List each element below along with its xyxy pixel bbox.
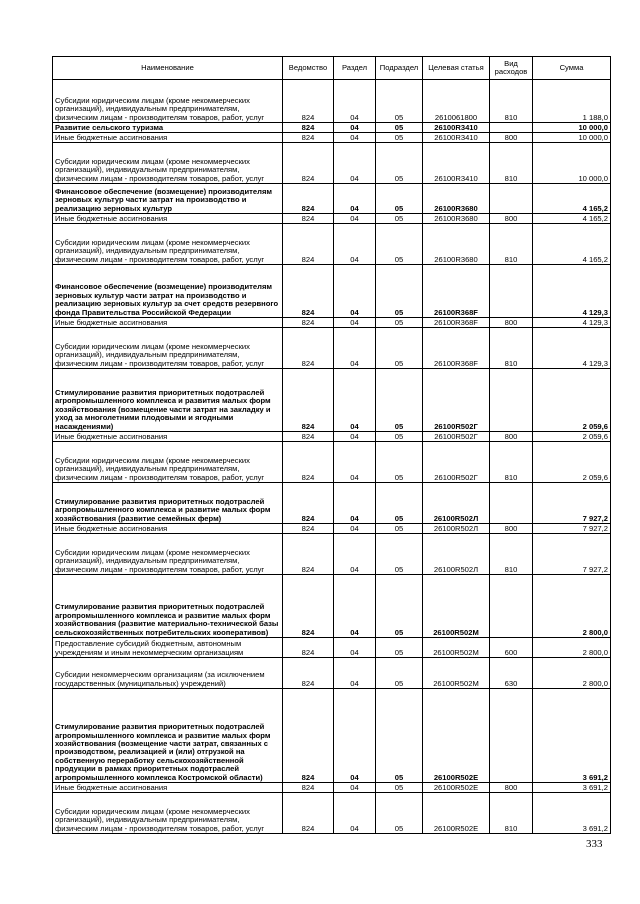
cell-summa: 2 059,6 <box>533 442 611 483</box>
page-number: 333 <box>586 838 603 850</box>
cell-summa: 3 691,2 <box>533 793 611 834</box>
table-header-row <box>53 57 611 80</box>
cell-podrazdel: 05 <box>376 224 423 265</box>
header-name: Наименование <box>53 57 283 80</box>
cell-razdel: 04 <box>334 432 376 442</box>
cell-summa: 2 059,6 <box>533 369 611 432</box>
cell-razdel: 04 <box>334 328 376 369</box>
cell-celevaya-statya: 26100R368F <box>423 328 490 369</box>
cell-celevaya-statya: 26100R502Г <box>423 432 490 442</box>
cell-razdel: 04 <box>334 534 376 575</box>
cell-name: Иные бюджетные ассигнования <box>53 783 283 793</box>
table-row <box>53 123 611 133</box>
cell-celevaya-statya: 26100R368F <box>423 318 490 328</box>
cell-vid-rashodov <box>490 369 533 432</box>
table-row <box>53 689 611 783</box>
cell-celevaya-statya: 26100R502Е <box>423 793 490 834</box>
cell-name: Стимулирование развития приоритетных подотраслей агропромышленного комплекса и развития малых форм хозяйствования (возмещение части затрат на закладку и уход за многолетними плодовыми и ягодными насаждениями) <box>53 369 283 432</box>
cell-vid-rashodov: 810 <box>490 224 533 265</box>
cell-celevaya-statya: 26100R3680 <box>423 224 490 265</box>
cell-podrazdel: 05 <box>376 783 423 793</box>
cell-razdel: 04 <box>334 442 376 483</box>
cell-vid-rashodov: 800 <box>490 318 533 328</box>
cell-celevaya-statya: 26100R502М <box>423 638 490 658</box>
cell-summa: 4 129,3 <box>533 265 611 318</box>
cell-celevaya-statya: 26100R368F <box>423 265 490 318</box>
cell-vedomstvo: 824 <box>283 534 334 575</box>
header-razdel: Раздел <box>334 57 376 80</box>
cell-podrazdel: 05 <box>376 689 423 783</box>
table-row <box>53 328 611 369</box>
cell-razdel: 04 <box>334 184 376 214</box>
table-row <box>53 534 611 575</box>
cell-celevaya-statya: 26100R502М <box>423 575 490 638</box>
cell-podrazdel: 05 <box>376 123 423 133</box>
cell-summa: 2 059,6 <box>533 432 611 442</box>
cell-celevaya-statya: 26100R3680 <box>423 184 490 214</box>
cell-name: Субсидии юридическим лицам (кроме некоммерческих организаций), индивидуальным предпринимателям, физическим лицам - производителям товаров, работ, услуг <box>53 442 283 483</box>
cell-summa: 7 927,2 <box>533 483 611 524</box>
cell-vid-rashodov: 800 <box>490 432 533 442</box>
cell-podrazdel: 05 <box>376 432 423 442</box>
cell-vid-rashodov <box>490 689 533 783</box>
header-celevaya-statya: Целевая статья <box>423 57 490 80</box>
cell-summa: 2 800,0 <box>533 658 611 689</box>
cell-vid-rashodov: 800 <box>490 133 533 143</box>
cell-name: Субсидии юридическим лицам (кроме некоммерческих организаций), индивидуальным предпринимателям, физическим лицам - производителям товаров, работ, услуг <box>53 328 283 369</box>
cell-summa: 10 000,0 <box>533 123 611 133</box>
cell-summa: 2 800,0 <box>533 575 611 638</box>
cell-vid-rashodov: 810 <box>490 442 533 483</box>
cell-summa: 7 927,2 <box>533 534 611 575</box>
table-body <box>53 80 611 834</box>
cell-celevaya-statya: 26100R3410 <box>423 123 490 133</box>
cell-razdel: 04 <box>334 265 376 318</box>
cell-razdel: 04 <box>334 369 376 432</box>
cell-name: Финансовое обеспечение (возмещение) производителям зерновых культур части затрат на производство и реализацию зерновых культур <box>53 184 283 214</box>
cell-summa: 4 129,3 <box>533 318 611 328</box>
cell-summa: 4 165,2 <box>533 184 611 214</box>
cell-vedomstvo: 824 <box>283 80 334 123</box>
table-row <box>53 793 611 834</box>
table-row <box>53 143 611 184</box>
cell-vid-rashodov: 810 <box>490 534 533 575</box>
cell-podrazdel: 05 <box>376 524 423 534</box>
table-row <box>53 783 611 793</box>
cell-vedomstvo: 824 <box>283 143 334 184</box>
header-vid-rashodov: Вид расходов <box>490 57 533 80</box>
cell-name: Развитие сельского туризма <box>53 123 283 133</box>
table-row <box>53 432 611 442</box>
cell-name: Иные бюджетные ассигнования <box>53 524 283 534</box>
cell-razdel: 04 <box>334 483 376 524</box>
cell-celevaya-statya: 26100R502Г <box>423 442 490 483</box>
table-row <box>53 80 611 123</box>
table-row <box>53 483 611 524</box>
table-row <box>53 133 611 143</box>
table-row <box>53 224 611 265</box>
cell-podrazdel: 05 <box>376 80 423 123</box>
cell-vedomstvo: 824 <box>283 689 334 783</box>
cell-podrazdel: 05 <box>376 214 423 224</box>
cell-vedomstvo: 824 <box>283 658 334 689</box>
cell-vedomstvo: 824 <box>283 369 334 432</box>
cell-name: Субсидии юридическим лицам (кроме некоммерческих организаций), индивидуальным предпринимателям, физическим лицам - производителям товаров, работ, услуг <box>53 80 283 123</box>
cell-vedomstvo: 824 <box>283 793 334 834</box>
cell-podrazdel: 05 <box>376 265 423 318</box>
cell-name: Предоставление субсидий бюджетным, автономным учреждениям и иным некоммерческим организациям <box>53 638 283 658</box>
cell-podrazdel: 05 <box>376 369 423 432</box>
cell-razdel: 04 <box>334 224 376 265</box>
cell-summa: 7 927,2 <box>533 524 611 534</box>
header-summa: Сумма <box>533 57 611 80</box>
cell-vid-rashodov: 600 <box>490 638 533 658</box>
cell-vid-rashodov: 800 <box>490 524 533 534</box>
cell-razdel: 04 <box>334 793 376 834</box>
cell-celevaya-statya: 26100R502Л <box>423 534 490 575</box>
cell-razdel: 04 <box>334 783 376 793</box>
cell-summa: 3 691,2 <box>533 689 611 783</box>
cell-vedomstvo: 824 <box>283 133 334 143</box>
cell-vedomstvo: 824 <box>283 265 334 318</box>
table-row <box>53 442 611 483</box>
cell-razdel: 04 <box>334 524 376 534</box>
cell-summa: 4 165,2 <box>533 214 611 224</box>
cell-podrazdel: 05 <box>376 575 423 638</box>
cell-razdel: 04 <box>334 689 376 783</box>
cell-celevaya-statya: 26100R502Е <box>423 689 490 783</box>
cell-summa: 3 691,2 <box>533 783 611 793</box>
header-podrazdel: Подраздел <box>376 57 423 80</box>
table-row <box>53 214 611 224</box>
cell-razdel: 04 <box>334 658 376 689</box>
cell-podrazdel: 05 <box>376 638 423 658</box>
cell-razdel: 04 <box>334 143 376 184</box>
table-row <box>53 575 611 638</box>
cell-summa: 10 000,0 <box>533 143 611 184</box>
cell-celevaya-statya: 26100R3410 <box>423 133 490 143</box>
cell-name: Иные бюджетные ассигнования <box>53 432 283 442</box>
cell-podrazdel: 05 <box>376 133 423 143</box>
cell-podrazdel: 05 <box>376 483 423 524</box>
cell-razdel: 04 <box>334 133 376 143</box>
cell-podrazdel: 05 <box>376 658 423 689</box>
cell-vid-rashodov <box>490 483 533 524</box>
cell-summa: 1 188,0 <box>533 80 611 123</box>
cell-vedomstvo: 824 <box>283 783 334 793</box>
cell-razdel: 04 <box>334 638 376 658</box>
header-vedomstvo: Ведомство <box>283 57 334 80</box>
cell-podrazdel: 05 <box>376 442 423 483</box>
cell-razdel: 04 <box>334 80 376 123</box>
cell-vid-rashodov <box>490 575 533 638</box>
cell-name: Иные бюджетные ассигнования <box>53 318 283 328</box>
budget-table <box>52 56 611 834</box>
cell-razdel: 04 <box>334 575 376 638</box>
cell-name: Субсидии юридическим лицам (кроме некоммерческих организаций), индивидуальным предпринимателям, физическим лицам - производителям товаров, работ, услуг <box>53 534 283 575</box>
cell-razdel: 04 <box>334 318 376 328</box>
cell-vid-rashodov: 810 <box>490 793 533 834</box>
cell-vedomstvo: 824 <box>283 328 334 369</box>
cell-vid-rashodov: 810 <box>490 328 533 369</box>
cell-name: Стимулирование развития приоритетных подотраслей агропромышленного комплекса и развитие малых форм хозяйствования (развитие материально-технической базы сельскохозяйственных потребительских кооперативов) <box>53 575 283 638</box>
table-row <box>53 658 611 689</box>
cell-vid-rashodov: 810 <box>490 80 533 123</box>
cell-vedomstvo: 824 <box>283 214 334 224</box>
cell-podrazdel: 05 <box>376 318 423 328</box>
table-row <box>53 369 611 432</box>
cell-name: Субсидии юридическим лицам (кроме некоммерческих организаций), индивидуальным предпринимателям, физическим лицам - производителям товаров, работ, услуг <box>53 143 283 184</box>
cell-vedomstvo: 824 <box>283 432 334 442</box>
cell-vedomstvo: 824 <box>283 483 334 524</box>
cell-summa: 10 000,0 <box>533 133 611 143</box>
cell-razdel: 04 <box>334 123 376 133</box>
cell-vid-rashodov: 800 <box>490 214 533 224</box>
cell-name: Субсидии юридическим лицам (кроме некоммерческих организаций), индивидуальным предпринимателям, физическим лицам - производителям товаров, работ, услуг <box>53 793 283 834</box>
cell-name: Субсидии юридическим лицам (кроме некоммерческих организаций), индивидуальным предпринимателям, физическим лицам - производителям товаров, работ, услуг <box>53 224 283 265</box>
cell-celevaya-statya: 26100R502Л <box>423 483 490 524</box>
table-row <box>53 638 611 658</box>
cell-vedomstvo: 824 <box>283 524 334 534</box>
table-row <box>53 184 611 214</box>
cell-vedomstvo: 824 <box>283 575 334 638</box>
cell-podrazdel: 05 <box>376 328 423 369</box>
cell-summa: 4 129,3 <box>533 328 611 369</box>
cell-name: Иные бюджетные ассигнования <box>53 214 283 224</box>
cell-celevaya-statya: 2610061800 <box>423 80 490 123</box>
cell-vedomstvo: 824 <box>283 638 334 658</box>
cell-name: Стимулирование развития приоритетных подотраслей агропромышленного комплекса и развитие малых форм хозяйствования (развитие семейных ферм) <box>53 483 283 524</box>
cell-name: Иные бюджетные ассигнования <box>53 133 283 143</box>
cell-vedomstvo: 824 <box>283 123 334 133</box>
cell-vid-rashodov: 800 <box>490 783 533 793</box>
cell-vid-rashodov <box>490 265 533 318</box>
cell-vid-rashodov <box>490 123 533 133</box>
table-row <box>53 318 611 328</box>
cell-vedomstvo: 824 <box>283 442 334 483</box>
cell-vedomstvo: 824 <box>283 224 334 265</box>
cell-celevaya-statya: 26100R502Е <box>423 783 490 793</box>
table-row <box>53 265 611 318</box>
cell-celevaya-statya: 26100R3410 <box>423 143 490 184</box>
cell-vid-rashodov: 810 <box>490 143 533 184</box>
cell-vedomstvo: 824 <box>283 318 334 328</box>
cell-summa: 2 800,0 <box>533 638 611 658</box>
cell-podrazdel: 05 <box>376 184 423 214</box>
cell-name: Стимулирование развития приоритетных подотраслей агропромышленного комплекса и развитие малых форм хозяйствования (возмещение части затрат, связанных с производством, реализацией и (или) отгрузкой на собственную переработку сельскохозяйственной продукции в рамках приоритетных подотраслей агропромышленного комплекса Костромской области) <box>53 689 283 783</box>
cell-celevaya-statya: 26100R502Л <box>423 524 490 534</box>
cell-podrazdel: 05 <box>376 793 423 834</box>
cell-celevaya-statya: 26100R502Г <box>423 369 490 432</box>
cell-celevaya-statya: 26100R502М <box>423 658 490 689</box>
cell-razdel: 04 <box>334 214 376 224</box>
cell-name: Субсидии некоммерческим организациям (за исключением государственных (муниципальных) учреждений) <box>53 658 283 689</box>
cell-vedomstvo: 824 <box>283 184 334 214</box>
table-row <box>53 524 611 534</box>
cell-name: Финансовое обеспечение (возмещение) производителям зерновых культур части затрат на производство и реализацию зерновых культур за счет средств резервного фонда Правительства Российской Федерации <box>53 265 283 318</box>
cell-podrazdel: 05 <box>376 143 423 184</box>
cell-podrazdel: 05 <box>376 534 423 575</box>
cell-vid-rashodov <box>490 184 533 214</box>
cell-celevaya-statya: 26100R3680 <box>423 214 490 224</box>
cell-summa: 4 165,2 <box>533 224 611 265</box>
cell-vid-rashodov: 630 <box>490 658 533 689</box>
